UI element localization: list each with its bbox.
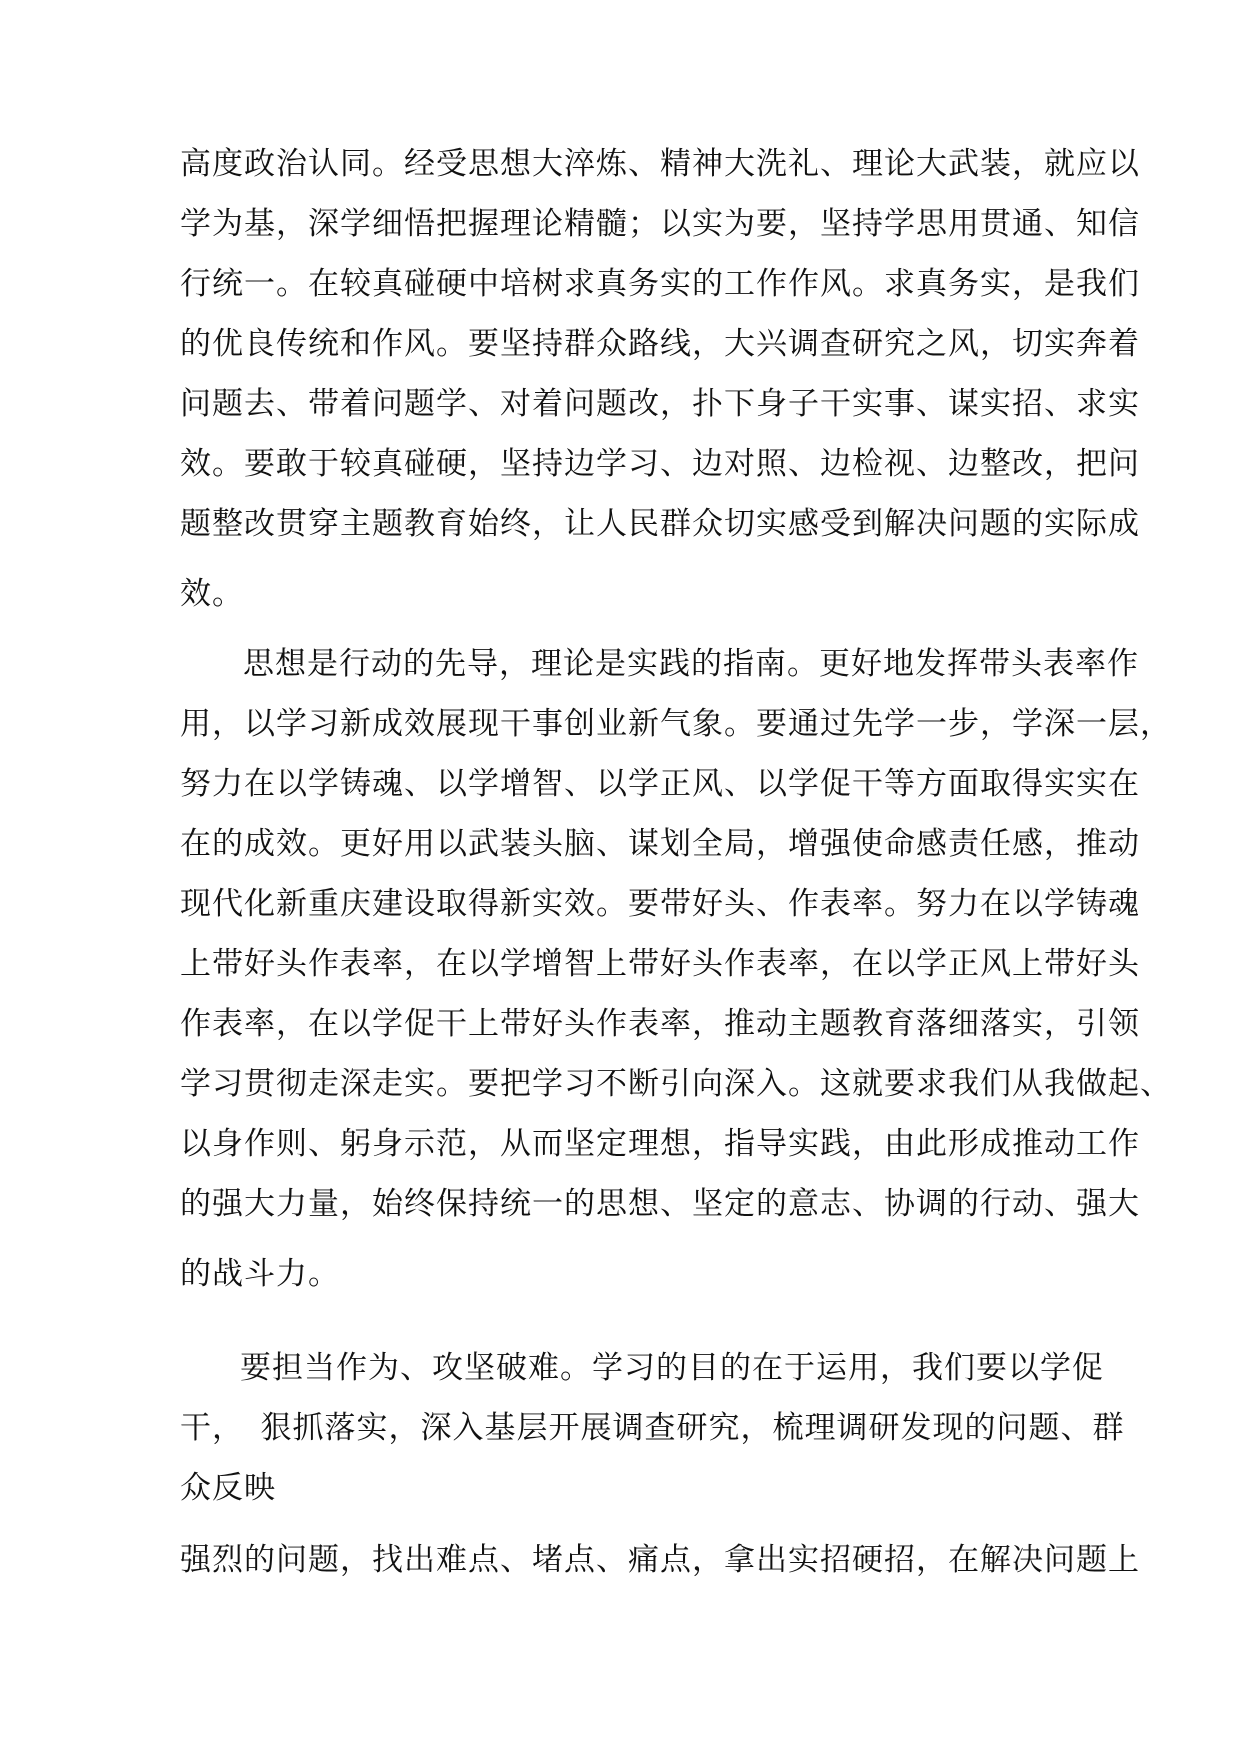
paragraph-2-line-7: 作表率，在以学促干上带好头作表率，推动主题教育落细落实，引领 [180, 1006, 1140, 1042]
paragraph-1-line-7: 题整改贯穿主题教育始终，让人民群众切实感受到解决问题的实际成 [180, 506, 1140, 542]
paragraph-3-line-4: 强烈的问题，找出难点、堵点、痛点，拿出实招硬招，在解决问题上 [180, 1542, 1140, 1578]
paragraph-2-line-5: 现代化新重庆建设取得新实效。要带好头、作表率。努力在以学铸魂 [180, 886, 1140, 922]
paragraph-3-line-1: 要担当作为、攻坚破难。学习的目的在于运用，我们要以学促 [240, 1350, 1104, 1386]
paragraph-2-line-11: 的战斗力。 [180, 1256, 340, 1292]
paragraph-2-line-3: 努力在以学铸魂、以学增智、以学正风、以学促干等方面取得实实在 [180, 766, 1140, 802]
paragraph-1-line-6: 效。要敢于较真碰硬，坚持边学习、边对照、边检视、边整改，把问 [180, 446, 1140, 482]
paragraph-3-line-3: 众反映 [180, 1470, 276, 1506]
paragraph-1-line-1: 高度政治认同。经受思想大淬炼、精神大洗礼、理论大武装，就应以 [180, 146, 1140, 182]
paragraph-2-line-9: 以身作则、躬身示范，从而坚定理想，指导实践，由此形成推动工作 [180, 1126, 1140, 1162]
paragraph-1-line-8: 效。 [180, 576, 244, 612]
paragraph-2-line-4: 在的成效。更好用以武装头脑、谋划全局，增强使命感责任感，推动 [180, 826, 1140, 862]
paragraph-2-line-6: 上带好头作表率，在以学增智上带好头作表率，在以学正风上带好头 [180, 946, 1140, 982]
paragraph-1-line-3: 行统一。在较真碰硬中培树求真务实的工作作风。求真务实，是我们 [180, 266, 1140, 302]
paragraph-2-line-1: 思想是行动的先导，理论是实践的指南。更好地发挥带头表率作 [243, 646, 1139, 682]
paragraph-3-line-2: 干， 狠抓落实，深入基层开展调查研究，梳理调研发现的问题、群 [180, 1410, 1125, 1446]
paragraph-1-line-5: 问题去、带着问题学、对着问题改，扑下身子干实事、谋实招、求实 [180, 386, 1140, 422]
paragraph-1-line-2: 学为基，深学细悟把握理论精髓；以实为要，坚持学思用贯通、知信 [180, 206, 1140, 242]
paragraph-1-line-4: 的优良传统和作风。要坚持群众路线，大兴调查研究之风，切实奔着 [180, 326, 1140, 362]
paragraph-2-line-8: 学习贯彻走深走实。要把学习不断引向深入。这就要求我们从我做起、 [180, 1066, 1172, 1102]
paragraph-2-line-2: 用，以学习新成效展现干事创业新气象。要通过先学一步，学深一层， [180, 706, 1172, 742]
paragraph-2-line-10: 的强大力量，始终保持统一的思想、坚定的意志、协调的行动、强大 [180, 1186, 1140, 1222]
